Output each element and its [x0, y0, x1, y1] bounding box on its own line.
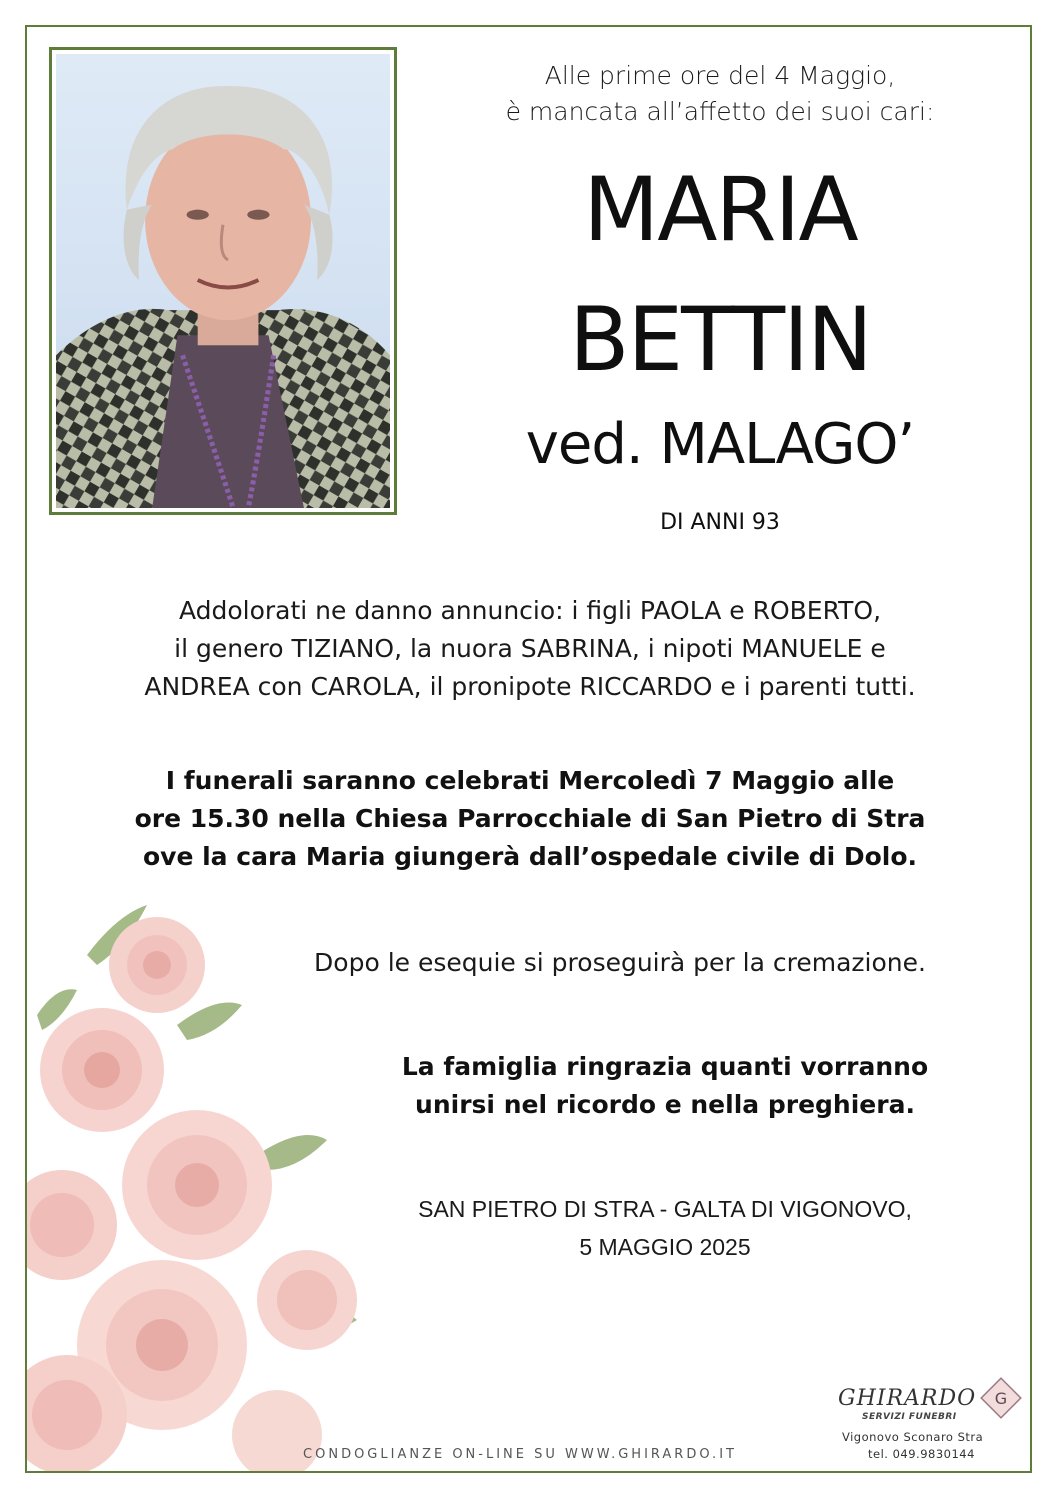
thanks-line-1: La famiglia ringrazia quanti vorranno	[401, 1052, 929, 1081]
logo-diamond-icon	[979, 1376, 1023, 1420]
funeral-home-logo	[832, 1372, 1032, 1468]
thanks-paragraph	[340, 1048, 1058, 1124]
last-name: BETTIN	[569, 288, 871, 391]
age-text: DI ANNI 93	[660, 510, 780, 535]
place-text: SAN PIETRO DI STRA - GALTA DI VIGONOVO,	[418, 1196, 912, 1222]
intro-line-2: è mancata all’affetto dei suoi cari:	[505, 97, 935, 126]
announcement-line-1: Addolorati ne danno annuncio: i figli PAOLA e ROBERTO,	[178, 596, 882, 625]
first-name: MARIA	[583, 158, 857, 261]
announcement-line-2: il genero TIZIANO, la nuora SABRINA, i nipoti MANUELE e	[174, 634, 886, 663]
funeral-line-3: ove la cara Maria giungerà dall’ospedale civile di Dolo.	[142, 842, 918, 871]
logo-name: GHIRARDO	[838, 1386, 977, 1411]
place-date	[380, 1190, 1058, 1266]
date-text: 5 MAGGIO 2025	[579, 1234, 751, 1260]
portrait-frame	[49, 47, 397, 515]
intro-line-1: Alle prime ore del 4 Maggio,	[544, 61, 896, 90]
funeral-paragraph	[60, 762, 1000, 876]
widow-name: ved. MALAGO’	[525, 412, 915, 477]
announcement-line-3: ANDREA con CAROLA, il pronipote RICCARDO e i parenti tutti.	[144, 672, 916, 701]
logo-subtitle: SERVIZI FUNEBRI	[862, 1412, 957, 1422]
funeral-line-1: I funerali saranno celebrati Mercoledì 7 Maggio alle	[165, 766, 895, 795]
logo-letter: G	[994, 1389, 1008, 1408]
logo-towns: Vigonovo Sconaro Stra	[842, 1430, 984, 1444]
funeral-line-2: ore 15.30 nella Chiesa Parrocchiale di San Pietro di Stra	[134, 804, 926, 833]
condolences-footer: CONDOGLIANZE ON-LINE SU WWW.GHIRARDO.IT	[303, 1447, 737, 1462]
portrait-photo	[56, 54, 390, 508]
thanks-line-2: unirsi nel ricordo e nella preghiera.	[415, 1090, 915, 1119]
cremation-text: Dopo le esequie si proseguirà per la cremazione.	[314, 948, 926, 977]
intro-text	[420, 58, 1020, 130]
logo-phone: tel. 049.9830144	[868, 1447, 975, 1461]
announcement-paragraph	[60, 592, 1000, 706]
